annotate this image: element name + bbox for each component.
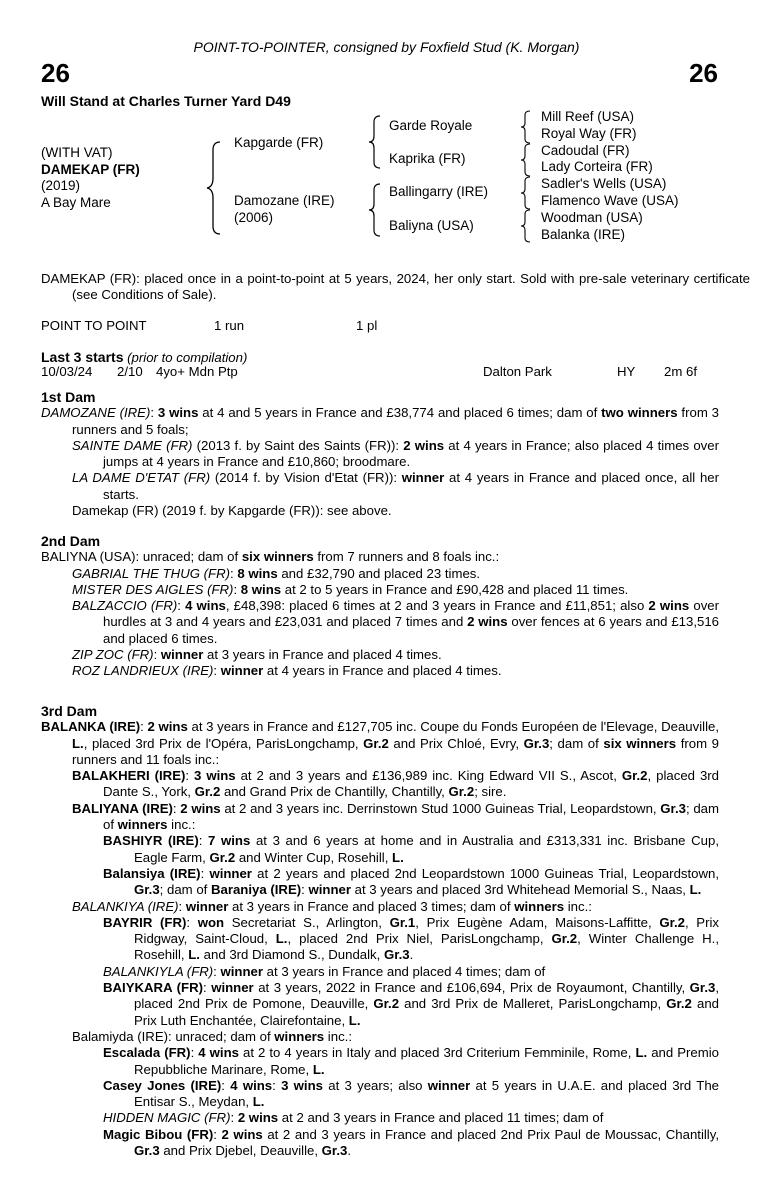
produce-entry: Casey Jones (IRE): 4 wins: 3 wins at 3 years; also winner at 5 years in U.A.E. and placed 3rd The Entisar S., Meydan, L. <box>103 1077 720 1110</box>
horse-description: A Bay Mare <box>41 194 111 210</box>
third-dam-entry: BALANKA (IRE): 2 wins at 3 years in France and £127,705 inc. Coupe du Fonds Européen de l'Elevage, Deauville, L., placed 3rd Prix de l'Opéra, ParisLongchamp, Gr.2 and Prix Chloé, Evry, Gr.3; dam of six winners from 9 runners and 11 foals inc.: <box>41 719 720 767</box>
third-dam-section <box>41 703 719 1159</box>
pedigree-g6: Flamenco Wave (USA) <box>541 193 679 208</box>
produce-entry: BALAKHERI (IRE): 3 wins at 2 and 3 years and £136,989 inc. King Edward VII S., Ascot, Gr.2, placed 3rd Dante S., York, Gr.2 and Grand Prix de Chantilly, Chantilly, Gr.2; sire. <box>72 768 720 800</box>
produce-entry: HIDDEN MAGIC (FR): 2 wins at 2 and 3 years in France and placed 11 times; dam of <box>103 1110 604 1126</box>
produce-entry: Damekap (FR) (2019 f. by Kapgarde (FR)): see above. <box>72 503 392 519</box>
pedigree-dam-dam: Baliyna (USA) <box>389 218 474 233</box>
pedigree-g7: Woodman (USA) <box>541 210 643 225</box>
pedigree-dam: Damozane (IRE) <box>234 193 335 208</box>
produce-entry: GABRIAL THE THUG (FR): 8 wins and £32,790 and placed 23 times. <box>72 565 481 581</box>
start-date: 10/03/24 <box>41 364 93 379</box>
start-race: 4yo+ Mdn Ptp <box>156 364 238 379</box>
stand-location: Will Stand at Charles Turner Yard D49 <box>41 93 291 109</box>
record-placings: 1 pl <box>356 318 378 333</box>
lot-number-right: 26 <box>689 58 718 88</box>
first-dam-section <box>41 389 719 519</box>
horse-identity <box>41 145 140 211</box>
pedigree-g8: Balanka (IRE) <box>541 227 626 242</box>
record-runs: 1 run <box>214 318 245 333</box>
pedigree-brace-g4 <box>520 208 534 244</box>
pedigree-sire: Kapgarde (FR) <box>234 135 324 150</box>
produce-entry: SAINTE DAME (FR) (2013 f. by Saint des Saints (FR)): 2 wins at 4 years in France; also placed 4 times over jumps at 4 years in France and £10,860; broodmare. <box>72 437 719 470</box>
summary-text: DAMEKAP (FR): placed once in a point-to-point at 5 years, 2024, her only start. Sold with pre-sale veterinary certificate (see Conditions of Sale). <box>41 271 750 303</box>
pedigree-brace-main <box>205 140 225 236</box>
vat-note: (WITH VAT) <box>41 145 113 160</box>
third-dam-title: 3rd Dam <box>41 703 98 719</box>
pedigree-brace-g3 <box>520 175 534 211</box>
start-distance: 2m 6f <box>664 364 697 379</box>
last-starts-heading <box>41 349 247 365</box>
pedigree-g2: Royal Way (FR) <box>541 126 637 141</box>
produce-entry: MISTER DES AIGLES (FR): 8 wins at 2 to 5 years in France and £90,428 and placed 11 times. <box>72 581 629 597</box>
produce-entry: LA DAME D'ETAT (FR) (2014 f. by Vision d'Etat (FR)): winner at 4 years in France and placed once, all her starts. <box>72 470 719 502</box>
produce-entry: BALZACCIO (FR): 4 wins, £48,398: placed 6 times at 2 and 3 years in France and £11,851; also 2 wins over hurdles at 3 and 4 years and £23,031 and placed 7 times and 2 wins over fences at 6 years and £13,516 and placed 6 times. <box>72 598 720 646</box>
pedigree-brace-sire <box>368 114 384 170</box>
produce-entry: BAIYKARA (FR): winner at 3 years, 2022 in France and £106,694, Prix de Royaumont, Chantilly, Gr.3, placed 2nd Prix de Pomone, Deauville, Gr.2 and 3rd Prix de Malleret, ParisLongchamp, Gr.2 and Prix Luth Enchantée, Clairefontaine, L. <box>103 980 720 1028</box>
pedigree-dam-year: (2006) <box>234 210 274 225</box>
pedigree-brace-g1 <box>520 109 534 145</box>
produce-entry: Balansiya (IRE): winner at 2 years and placed 2nd Leopardstown 1000 Guineas Trial, Leopardstown, Gr.3; dam of Baraniya (IRE): winner at 3 years and placed 3rd Whitehead Memorial S., Naas, L. <box>103 865 720 898</box>
pedigree-sire-dam: Kaprika (FR) <box>389 151 466 166</box>
horse-name: DAMEKAP (FR) <box>41 161 140 177</box>
pedigree-sire-sire: Garde Royale <box>389 118 473 133</box>
first-dam-title: 1st Dam <box>41 389 96 405</box>
produce-entry: BALIYANA (IRE): 2 wins at 2 and 3 years inc. Derrinstown Stud 1000 Guineas Trial, Leopardstown, Gr.3; dam of winners inc.: <box>72 800 719 833</box>
produce-entry: Escalada (FR): 4 wins at 2 to 4 years in Italy and placed 3rd Criterium Femminile, Rome, L. and Premio Repubbliche Marinare, Rome, L. <box>103 1045 720 1077</box>
consignment-header: POINT-TO-POINTER, consigned by Foxfield Stud (K. Morgan) <box>193 39 580 55</box>
last-starts-subtitle: (prior to compilation) <box>127 350 248 365</box>
produce-entry: Magic Bibou (FR): 2 wins at 2 and 3 years in France and placed 2nd Prix Paul de Moussac, Chantilly, Gr.3 and Prix Djebel, Deauville, Gr.3. <box>103 1126 720 1159</box>
produce-entry: ZIP ZOC (FR): winner at 3 years in France and placed 4 times. <box>72 647 442 663</box>
produce-entry: BASHIYR (IRE): 7 wins at 3 and 6 years at home and in Australia and £313,331 inc. Brisbane Cup, Eagle Farm, Gr.2 and Winter Cup, Rosehill, L. <box>103 833 719 865</box>
pedigree-brace-g2 <box>520 142 534 178</box>
pedigree-dam-sire: Ballingarry (IRE) <box>389 184 489 199</box>
first-dam-entry: DAMOZANE (IRE): 3 wins at 4 and 5 years in France and £38,774 and placed 6 times; dam of two winners from 3 runners and 5 foals; <box>41 405 719 437</box>
produce-entry: BAYRIR (FR): won Secretariat S., Arlington, Gr.1, Prix Eugène Adam, Maisons-Laffitte, Gr.2, Prix Ridgway, Saint-Cloud, L., placed 2nd Prix Niel, ParisLongchamp, Gr.2, Winter Challenge H., Rosehill, L. and 3rd Diamond S., Dundalk, Gr.3. <box>103 914 720 963</box>
pedigree-g5: Sadler's Wells (USA) <box>541 176 667 191</box>
pedigree-g3: Cadoudal (FR) <box>541 143 630 158</box>
lot-number-left: 26 <box>41 58 70 88</box>
second-dam-entry: BALIYNA (USA): unraced; dam of six winners from 7 runners and 8 foals inc.: <box>41 549 500 565</box>
second-dam-title: 2nd Dam <box>41 533 101 549</box>
pedigree-brace-dam <box>368 182 384 238</box>
record-label: POINT TO POINT <box>41 318 147 333</box>
dam-name: DAMOZANE (IRE) <box>41 405 151 421</box>
produce-entry: BALANKIYLA (FR): winner at 3 years in France and placed 4 times; dam of <box>103 963 546 979</box>
horse-year: (2019) <box>41 178 81 193</box>
last-starts-title: Last 3 starts <box>41 349 124 365</box>
produce-entry: Balamiyda (IRE): unraced; dam of winners inc.: <box>72 1028 352 1044</box>
pedigree-g1: Mill Reef (USA) <box>541 109 635 124</box>
produce-entry: ROZ LANDRIEUX (IRE): winner at 4 years in France and placed 4 times. <box>72 663 502 679</box>
pedigree-g4: Lady Corteira (FR) <box>541 159 653 174</box>
start-position: 2/10 <box>117 364 143 379</box>
produce-entry: BALANKIYA (IRE): winner at 3 years in France and placed 3 times; dam of winners inc.: <box>72 898 592 914</box>
second-dam-section <box>41 533 719 680</box>
start-course: Dalton Park <box>483 364 552 379</box>
start-going: HY <box>617 364 636 379</box>
